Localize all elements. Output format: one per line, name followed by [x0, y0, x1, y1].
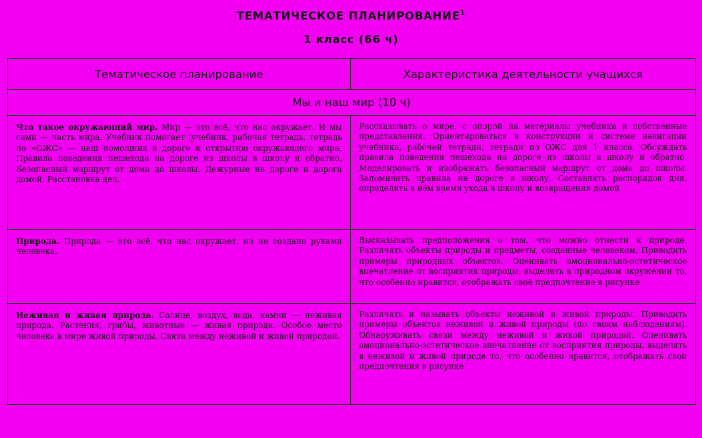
table-row: [8, 116, 696, 230]
title-text: ТЕМАТИЧЕСКОЕ ПЛАНИРОВАНИЕ: [236, 9, 460, 23]
topic-heading: Неживая и живая природа.: [16, 310, 154, 320]
topic-text: Мир — это всё, что нас окружает. И мы сами — часть мира. Учебник помогает (учебник, рабочая тетрадь, тетрадь по «ОЖС» — наш помощник в дороге к открытию окружающего мира. Правила поведения пешехода на дороге из школы в школу и обратно. Безопасный маршрут от дома до школы. Дежурные на дороге и дорога домой. Расстановка дел.: [16, 123, 342, 185]
topic-cell: [8, 304, 351, 405]
topic-cell: [8, 230, 351, 304]
activity-text: Различать и называть объекты неживой и живой природы. Приводить примеры объектов неживой и живой природы (по своим наблюдениям). Обнаруживать связи между неживой и живой природой. Оценивать эмоционально-эстетическое впечатление от восприятия природы, выделять в неживой и живой природе то, что особенно нравится, отображать свои предпочтения в рисунке: [359, 310, 687, 372]
topic-text: Солнце, воздух, вода, камни — неживая природа. Растения, грибы, животные — живая природа. Особое место человека в мире живой природы. Связи между неживой и живой природой.: [16, 311, 342, 341]
topic-heading: Природа.: [16, 236, 60, 246]
section-title: Мы и наш мир (10 ч): [8, 90, 696, 116]
page-subtitle: 1 класс (66 ч): [303, 33, 399, 46]
activity-text: Рассказывать о мире, с опорой на материалы учебника и собственные представления. Ориентироваться в конструкции и системе навигации учебника, рабочей тетради, тетради по ОЖС для 1 класса. Обсуждать правила поведения пешехода на дороге из школы в школу и обратно. Моделировать и изображать безопасный маршрут от дома до школы. Запоминать правила на дороге в школу. Составлять распорядок дня, определять в нём время ухода в школу и возвращения домой: [359, 122, 687, 194]
column-header-activity: Характеристика деятельности учащихся: [351, 59, 696, 90]
table-row: [8, 304, 696, 405]
section-row: [8, 90, 696, 116]
column-header-topic: Тематическое планирование: [8, 59, 351, 90]
table-header-row: [8, 59, 696, 90]
activity-cell: [351, 116, 696, 230]
activity-cell: [351, 230, 696, 304]
topic-heading: Что такое окружающий мир.: [16, 122, 158, 132]
planning-table: [7, 58, 696, 405]
topic-text: Природа — это всё, что нас окружает, но не создано руками человека.: [16, 237, 342, 257]
activity-cell: [351, 304, 696, 405]
page-title: [0, 9, 702, 23]
table-row: [8, 230, 696, 304]
topic-cell: [8, 116, 351, 230]
footnote-mark: 1: [459, 9, 466, 17]
activity-text: Высказывать предположения о том, что можно отнести к природе. Различать объекты природы и предметы, созданные человеком. Приводить примеры природных объектов. Оценивать эмоционально-эстетическое впечатление от восприятия природы, выделять в природном окружении то, что особенно нравится, отображать своё предпочтение в рисунке: [359, 236, 687, 287]
